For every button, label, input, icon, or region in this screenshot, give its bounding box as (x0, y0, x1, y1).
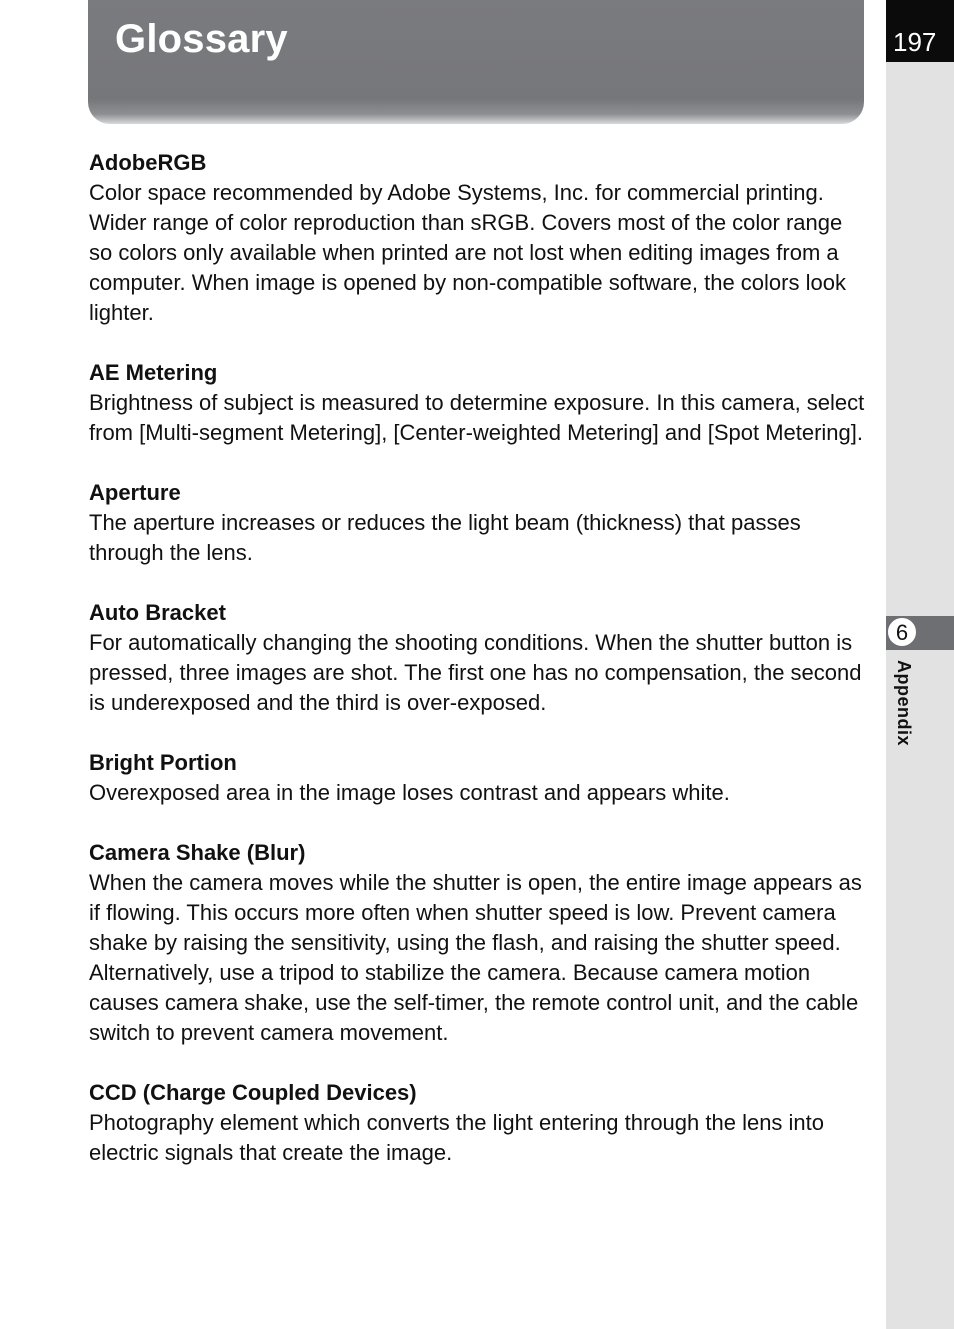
glossary-definition: Overexposed area in the image loses contrast and appears white. (89, 780, 730, 805)
chapter-label: Appendix (894, 660, 914, 747)
glossary-definition: For automatically changing the shooting conditions. When the shutter button is pressed, three images are shot. The first one has no compensation, the second is underexposed and the third is over-exposed. (89, 630, 862, 715)
glossary-definition: When the camera moves while the shutter is open, the entire image appears as if flowing. This occurs more often when shutter speed is low. Prevent camera shake by raising the sensitivity, using the flash, and raising the shutter speed. Alternatively, use a tripod to stabilize the camera. Because camera motion causes camera shake, use the self-timer, the remote control unit, and the cable switch to prevent camera movement. (89, 870, 862, 1045)
glossary-entry-adobergb (89, 148, 869, 328)
glossary-definition: The aperture increases or reduces the light beam (thickness) that passes through the lens. (89, 510, 801, 565)
glossary-entry-aperture (89, 478, 869, 568)
glossary-term: AE Metering (89, 360, 218, 385)
glossary-entry-ccd (89, 1078, 869, 1168)
glossary-definition: Brightness of subject is measured to determine exposure. In this camera, select from [Multi-segment Metering], [Center-weighted Metering] and [Spot Metering]. (89, 390, 865, 445)
glossary-entry-auto-bracket (89, 598, 869, 718)
glossary-entry-camera-shake (89, 838, 869, 1048)
glossary-term: Aperture (89, 480, 181, 505)
glossary-term: AdobeRGB (89, 150, 207, 175)
glossary-entry-ae-metering (89, 358, 869, 448)
glossary-definition: Photography element which converts the light entering through the lens into electric signals that create the image. (89, 1110, 825, 1165)
glossary-term: Auto Bracket (89, 600, 226, 625)
title-banner (88, 0, 864, 124)
page-number: 197 (893, 27, 937, 57)
chapter-number: 6 (887, 617, 917, 647)
glossary-list (89, 148, 869, 1198)
glossary-term: Bright Portion (89, 750, 237, 775)
page-title: Glossary (115, 17, 288, 61)
glossary-term: CCD (Charge Coupled Devices) (89, 1080, 417, 1105)
glossary-term: Camera Shake (Blur) (89, 840, 306, 865)
glossary-entry-bright-portion (89, 748, 869, 808)
glossary-definition: Color space recommended by Adobe Systems, Inc. for commercial printing. Wider range of color reproduction than sRGB. Covers most of the color range so colors only available when printed are not lost when editing images from a computer. When image is opened by non-compatible software, the colors look lighter. (89, 180, 846, 325)
